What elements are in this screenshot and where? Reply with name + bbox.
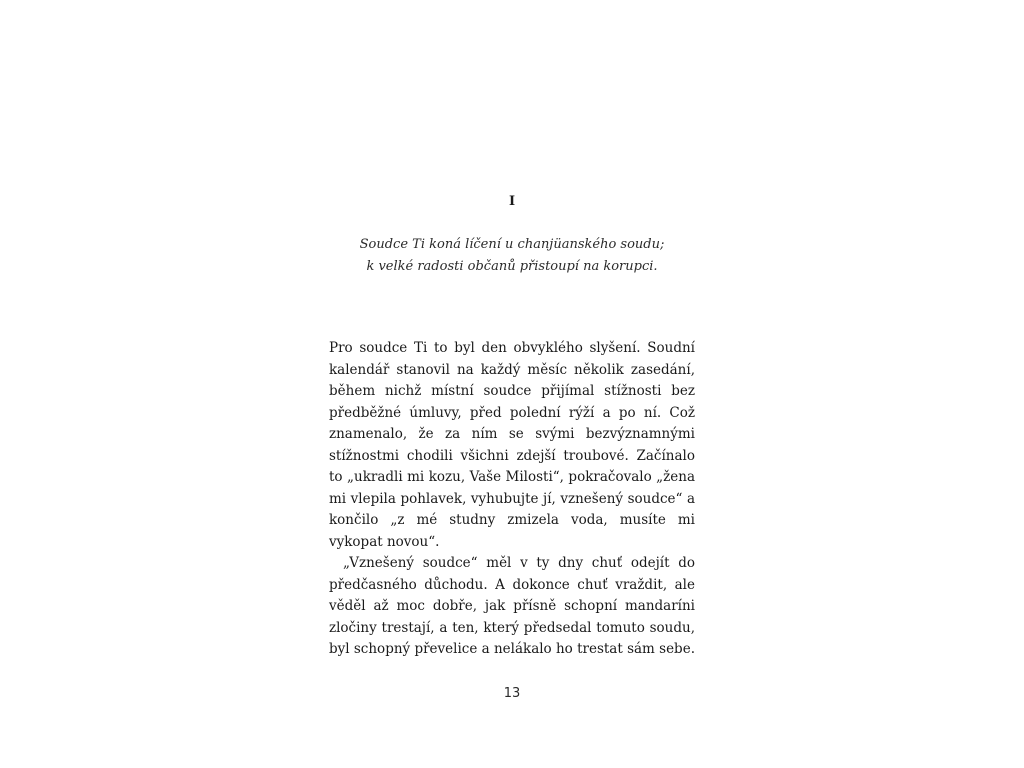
page-number: 13	[503, 686, 521, 701]
chapter-summary-line: Soudce Ti koná líčení u chanjüanského soudu;	[359, 237, 665, 252]
chapter-summary	[312, 234, 712, 278]
body-paragraph: „Vznešený soudce“ měl v ty dny chuť odejít do předčasného důchodu. A dokonce chuť vraždit, ale věděl až moc dobře, jak přísně schopní mandaríni zločiny trestají, a ten, který předsedal tomuto soudu, byl schopný převelice a nelákalo ho trestat sám sebe.	[329, 555, 695, 657]
body-text	[329, 338, 695, 661]
chapter-number: I	[508, 194, 516, 209]
chapter-summary-line: k velké radosti občanů přistoupí na korupci.	[366, 259, 658, 274]
body-paragraph: Pro soudce Ti to byl den obvyklého slyšení. Soudní kalendář stanovil na každý měsíc několik zasedání, během nichž místní soudce přijímal stížnosti bez předběžné úmluvy, před polední rýží a po ní. Což znamenalo, že za ním se svými bezvýznamnými stížnostmi chodili všichni zdejší troubové. Začínalo to „ukradli mi kozu, Vaše Milosti“, pokračovalo „žena mi vlepila pohlavek, vyhubujte jí, vznešený soudce“ a končilo „z mé studny zmizela voda, musíte mi vykopat novou“.	[329, 340, 695, 550]
